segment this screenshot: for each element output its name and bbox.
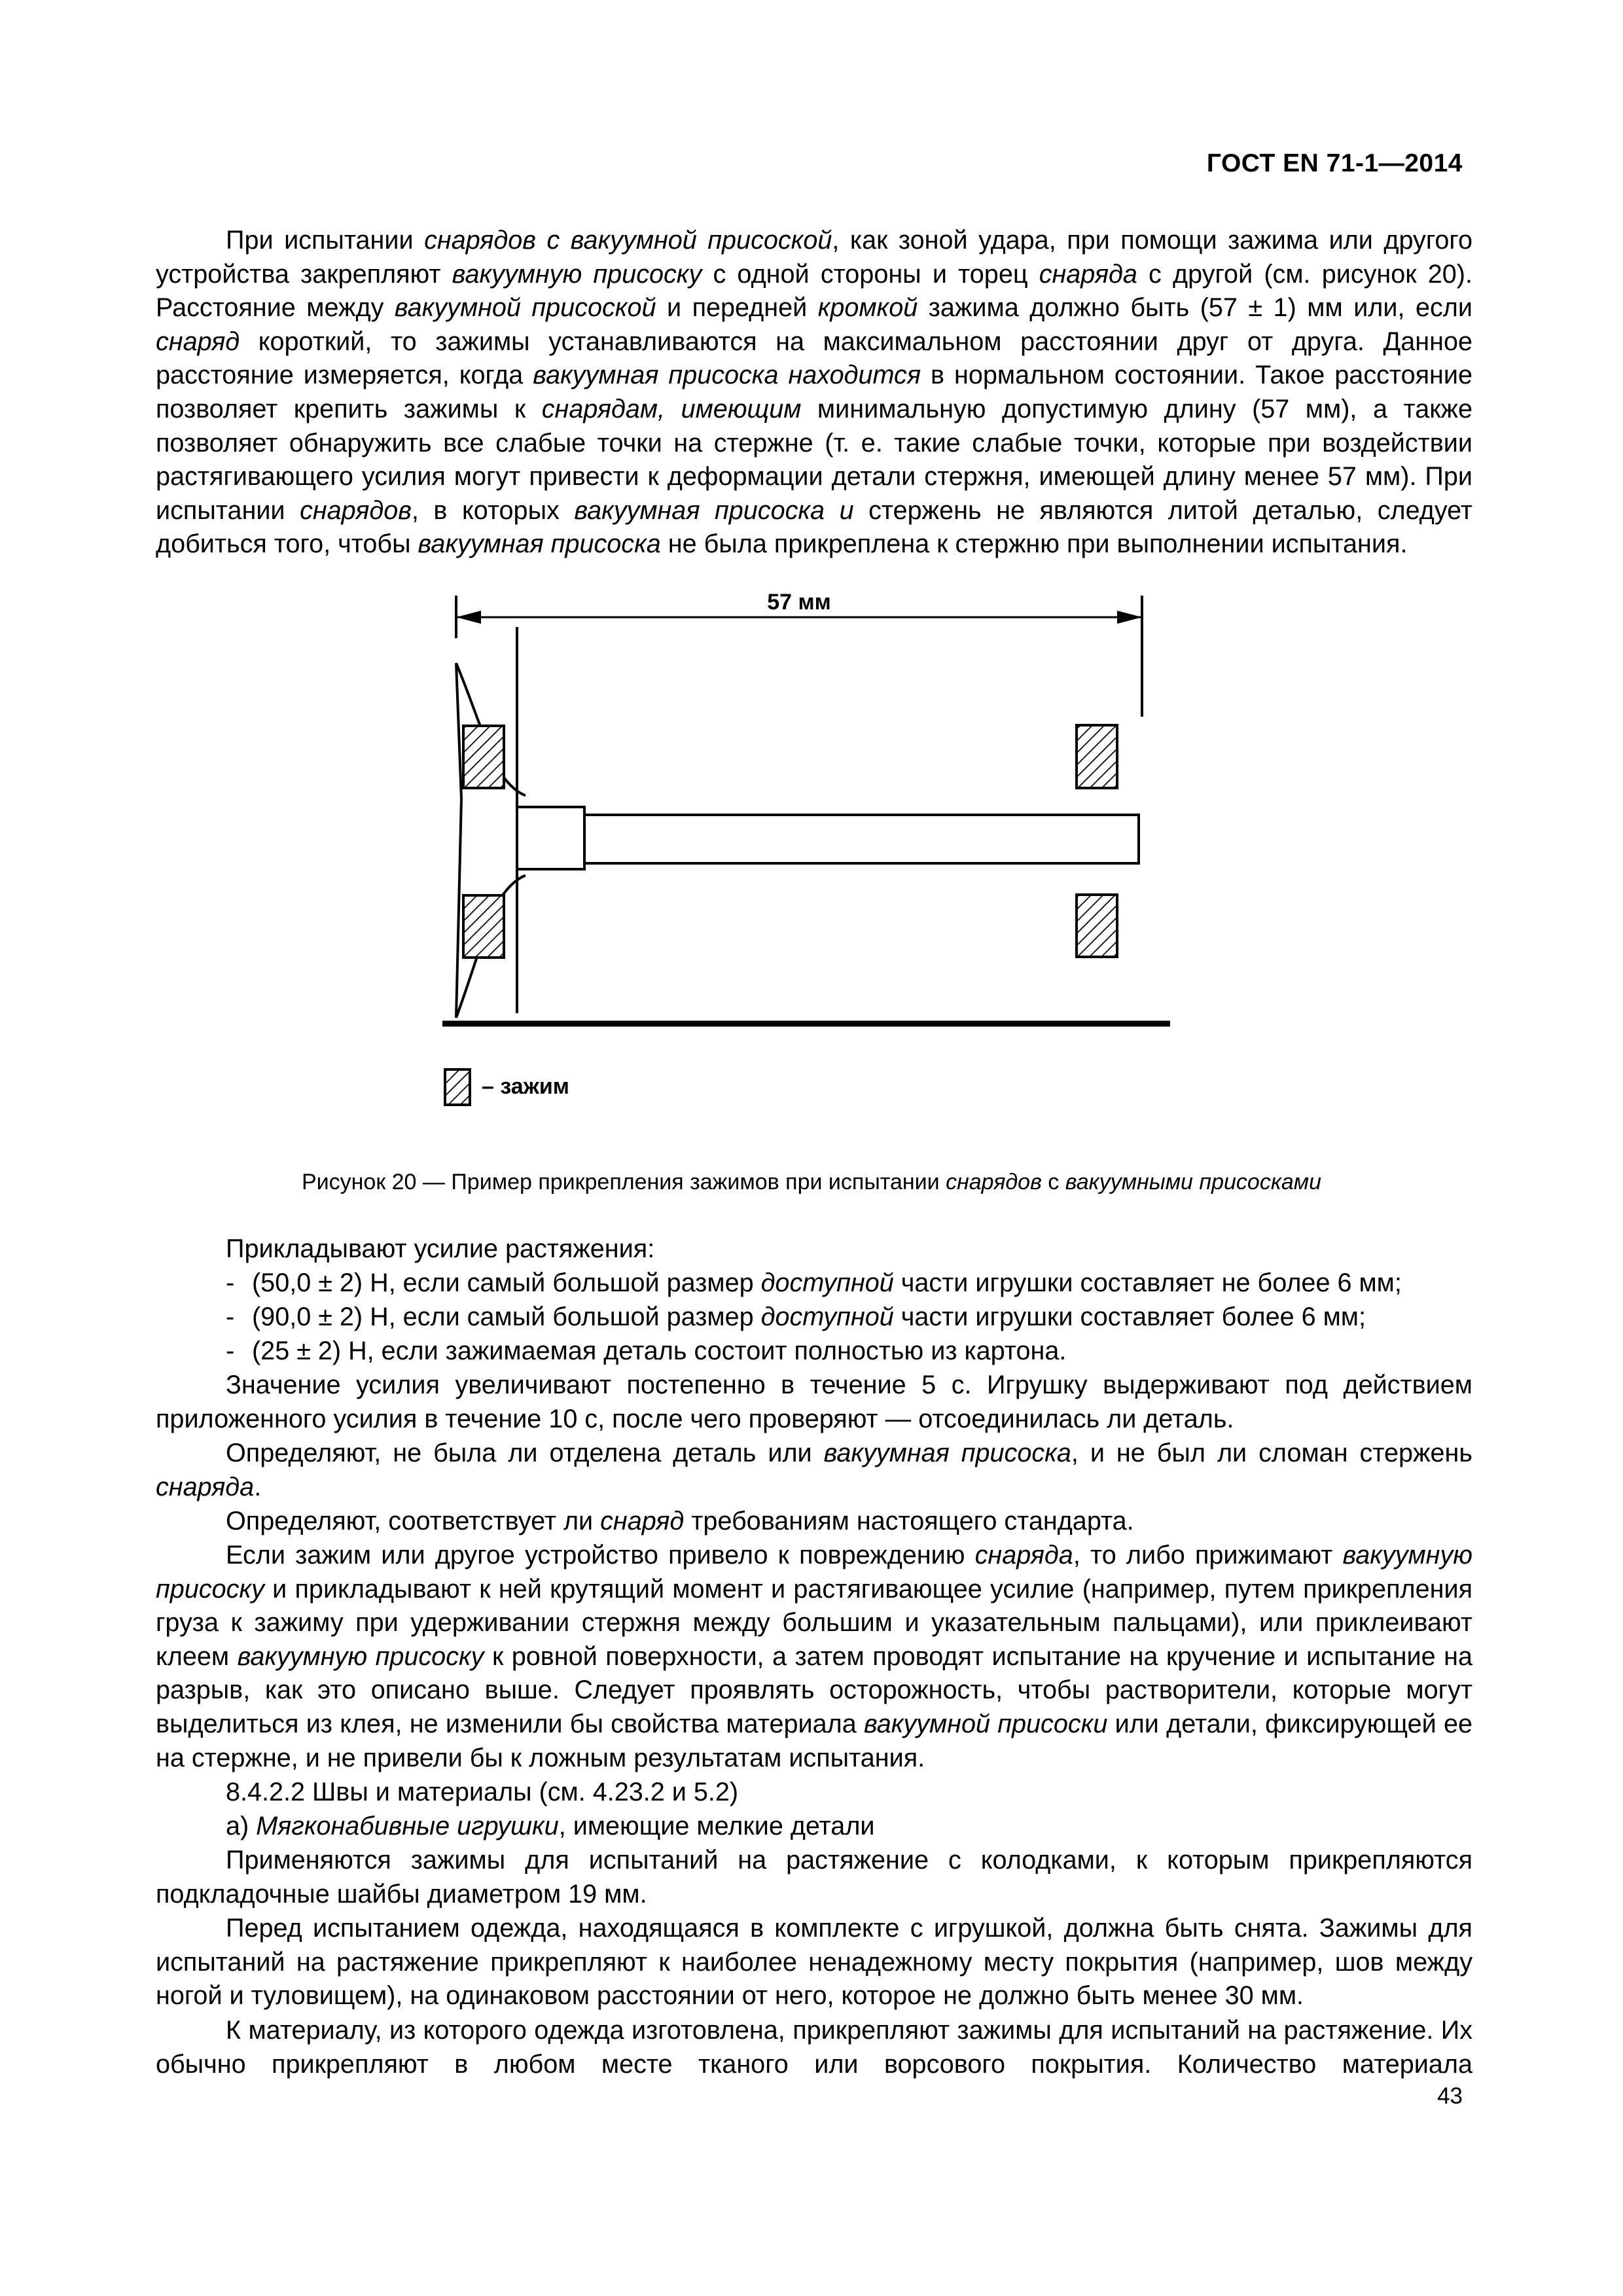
- page-number: 43: [1437, 2083, 1463, 2109]
- legend-label: – зажим: [482, 1074, 569, 1099]
- dimension-label: 57 мм: [767, 590, 831, 615]
- list-item: - (90,0 ± 2) Н, если самый большой размер доступной части игрушки составляет более 6 мм;: [226, 1302, 1366, 1331]
- clamp-right-upper: [1077, 725, 1117, 788]
- list-item: - (50,0 ± 2) Н, если самый большой размер доступной части игрушки составляет не более 6 мм;: [226, 1268, 1402, 1297]
- clamps-paragraph: Применяются зажимы для испытаний на растяжение с колодками, к которым прикрепляются подкладочные шайбы диаметром 19 мм.: [156, 1846, 1472, 1909]
- suction-cup: [456, 627, 526, 1018]
- intro-paragraph: При испытании снарядов с вакуумной присоской, как зоной удара, при помощи зажима или другого устройства закрепляют вакуумную присоску с одной стороны и торец снаряда с другой (см. рисунок 20). Расстояние между вакуумной присоской и передней кромкой зажима должно быть (57 ± 1) мм или, если снаряд короткий, то зажимы устанавливаются на максимальном расстоянии друг от друга. Данное расстояние измеряется, когда вакуумная присоска находится в нормальном состоянии. Такое расстояние позволяет крепить зажимы к снарядам, имеющим минимальную допустимую длину (57 мм), а также позволяет обнаружить все слабые точки на стержне (т. е. такие слабые точки, которые при воздействии растягивающего усилия могут привести к деформации детали стержня, имеющей длину менее 57 мм). При испытании снарядов, в которых вакуумная присоска и стержень не являются литой деталью, следует добиться того, чтобы вакуумная присоска не была прикреплена к стержню при выполнении испытания.: [156, 226, 1473, 559]
- list-item: - (25 ± 2) Н, если зажимаемая деталь состоит полностью из картона.: [226, 1336, 1067, 1365]
- damage-paragraph: Если зажим или другое устройство привело к повреждению снаряда, то либо прижимают вакуумную присоску и прикладывают к ней крутящий момент и растягивающее усилие (например, путем прикрепления груза к зажиму при удерживании стержня между большим и указательным пальцами), или приклеивают клеем вакуумную присоску к ровной поверхности, а затем проводят испытание на кручение и испытание на разрыв, как это описано выше. Следует проявлять осторожность, чтобы растворители, которые могут выделиться из клея, не изменили бы свойства материала вакуумной присоски или детали, фиксирующей ее на стержне, и не привели бы к ложным результатам испытания.: [156, 1541, 1473, 1772]
- figure-caption: Рисунок 20 — Пример прикрепления зажимов при испытании снарядов с вакуумными присосками: [301, 1170, 1322, 1194]
- check-paragraph: Определяют, не была ли отделена деталь или вакуумная присоска, и не был ли сломан стержень снаряда.: [156, 1439, 1472, 1501]
- comply-paragraph: Определяют, соответствует ли снаряд требованиям настоящего стандарта.: [226, 1507, 1134, 1535]
- projectile-shaft: [497, 807, 1139, 869]
- clothes-paragraph: Перед испытанием одежда, находящаяся в комплекте с игрушкой, должна быть снята. Зажимы для испытаний на растяжение прикрепляют к наиболее ненадежному месту покрытия (например, шов между ногой и туловищем), на одинаковом расстоянии от него, которое не должно быть менее 30 мм.: [156, 1914, 1472, 2011]
- force-paragraph: Значение усилия увеличивают постепенно в течение 5 с. Игрушку выдерживают под действием приложенного усилия в течение 10 с, после чего проверяют — отсоединилась ли деталь.: [156, 1371, 1472, 1433]
- subsection-a: а) Мягконабивные игрушки, имеющие мелкие детали: [226, 1812, 875, 1840]
- legend-clamp-icon: [445, 1069, 470, 1105]
- clamp-left-lower: [463, 895, 504, 958]
- section-heading: 8.4.2.2 Швы и материалы (см. 4.23.2 и 5.2): [226, 1778, 739, 1806]
- standard-header: ГОСТ EN 71-1—2014: [1206, 149, 1463, 177]
- clamp-right-lower: [1077, 895, 1117, 957]
- material-paragraph: К материалу, из которого одежда изготовлена, прикрепляют зажимы для испытаний на растяжение. Их обычно прикрепляют в любом месте тканого или ворсового покрытия. Количество материала: [156, 2016, 1472, 2079]
- force-intro: Прикладывают усилие растяжения:: [226, 1234, 655, 1263]
- clamp-left-upper: [463, 726, 504, 788]
